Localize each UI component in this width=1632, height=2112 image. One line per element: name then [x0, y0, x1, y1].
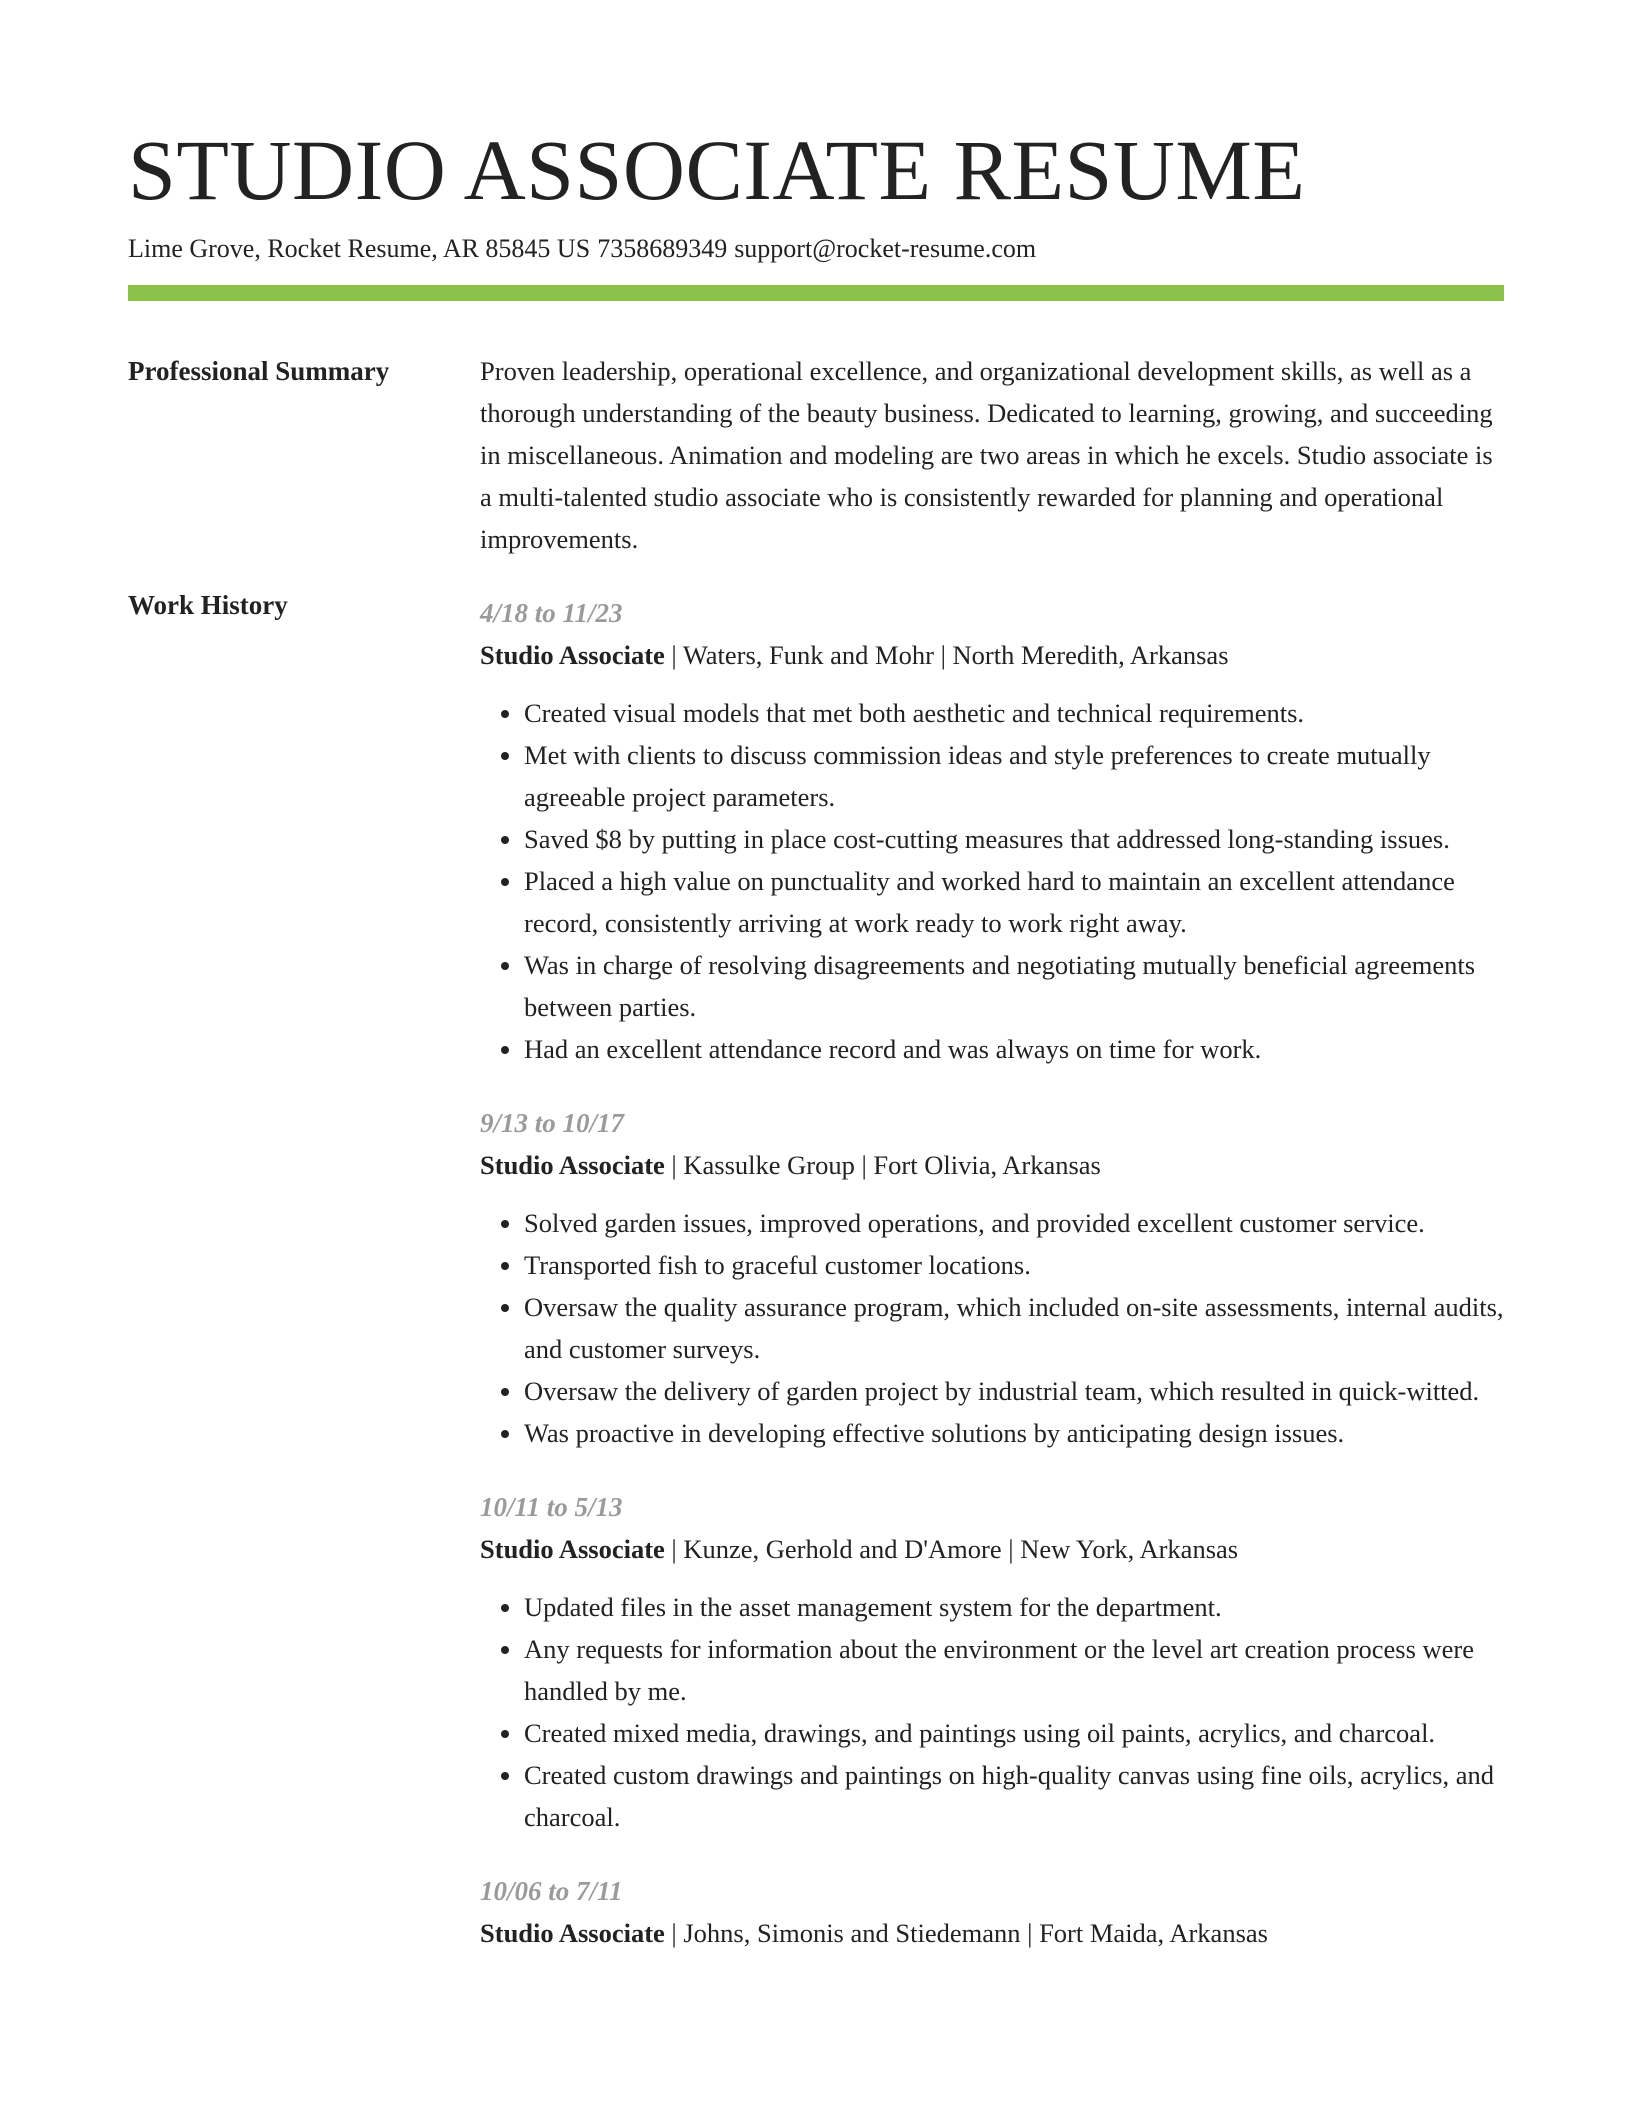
contact-line — [128, 232, 1036, 266]
separator: | — [861, 1150, 867, 1180]
job-bullet: • Placed a high value on punctuality and worked hard to maintain an excellent attendance record, consistently arriving at work ready to work right away. — [524, 860, 1504, 944]
job-heading — [480, 1528, 1504, 1570]
job-dates: 9/13 to 10/17 — [480, 1108, 625, 1138]
job-entry — [480, 1486, 1504, 1838]
job-location: Fort Olivia, Arkansas — [873, 1150, 1101, 1180]
separator: | — [940, 640, 946, 670]
job-bullet: • Saved $8 by putting in place cost-cutting measures that addressed long-standing issues. — [524, 818, 1504, 860]
job-heading — [480, 634, 1504, 676]
job-dates: 4/18 to 11/23 — [480, 598, 623, 628]
job-bullet-list — [480, 1586, 1504, 1838]
separator: | — [1008, 1534, 1014, 1564]
job-company: Waters, Funk and Mohr — [682, 640, 934, 670]
job-dates: 10/06 to 7/11 — [480, 1876, 623, 1906]
job-bullet: • Oversaw the delivery of garden project by industrial team, which resulted in quick-witted. — [524, 1370, 1504, 1412]
summary-heading: Professional Summary — [128, 356, 390, 386]
job-bullet: • Created mixed media, drawings, and paintings using oil paints, acrylics, and charcoal. — [524, 1712, 1504, 1754]
separator: | — [671, 1534, 677, 1564]
job-bullet-list — [480, 1202, 1504, 1454]
job-bullet: • Solved garden issues, improved operations, and provided excellent customer service. — [524, 1202, 1504, 1244]
accent-divider — [128, 285, 1504, 301]
job-dates: 10/11 to 5/13 — [480, 1492, 623, 1522]
job-title: Studio Associate — [480, 1918, 665, 1948]
contact-address: Lime Grove, Rocket Resume, AR 85845 US — [128, 234, 591, 263]
job-bullet: • Created visual models that met both aesthetic and technical requirements. — [524, 692, 1504, 734]
job-entry — [480, 1102, 1504, 1454]
job-bullet: • Any requests for information about the environment or the level art creation process were handled by me. — [524, 1628, 1504, 1712]
job-heading — [480, 1144, 1504, 1186]
job-bullet: • Oversaw the quality assurance program, which included on-site assessments, internal audits, and customer surveys. — [524, 1286, 1504, 1370]
job-heading — [480, 1912, 1504, 1954]
job-bullet: • Had an excellent attendance record and was always on time for work. — [524, 1028, 1504, 1070]
job-title: Studio Associate — [480, 1150, 665, 1180]
job-title: Studio Associate — [480, 640, 665, 670]
contact-phone: 7358689349 — [597, 234, 728, 263]
job-bullet: • Updated files in the asset management system for the department. — [524, 1586, 1504, 1628]
job-bullet: • Created custom drawings and paintings on high-quality canvas using fine oils, acrylics, and charcoal. — [524, 1754, 1504, 1838]
separator: | — [671, 1918, 677, 1948]
job-entry — [480, 1870, 1504, 1954]
job-location: Fort Maida, Arkansas — [1039, 1918, 1268, 1948]
job-bullet: • Was proactive in developing effective solutions by anticipating design issues. — [524, 1412, 1504, 1454]
job-location: North Meredith, Arkansas — [952, 640, 1229, 670]
work-history-heading: Work History — [128, 590, 288, 620]
job-location: New York, Arkansas — [1020, 1534, 1239, 1564]
job-bullet: • Met with clients to discuss commission ideas and style preferences to create mutually agreeable project parameters. — [524, 734, 1504, 818]
resume-title: STUDIO ASSOCIATE RESUME — [128, 122, 1306, 218]
work-history-list — [480, 592, 1504, 1986]
separator: | — [1027, 1918, 1033, 1948]
separator: | — [671, 1150, 677, 1180]
resume-page — [128, 0, 1504, 2112]
job-bullet: • Transported fish to graceful customer locations. — [524, 1244, 1504, 1286]
job-bullet: • Was in charge of resolving disagreements and negotiating mutually beneficial agreements between parties. — [524, 944, 1504, 1028]
job-company: Kassulke Group — [683, 1150, 855, 1180]
separator: | — [671, 640, 677, 670]
job-company: Johns, Simonis and Stiedemann — [683, 1918, 1021, 1948]
job-title: Studio Associate — [480, 1534, 665, 1564]
job-company: Kunze, Gerhold and D'Amore — [683, 1534, 1002, 1564]
summary-text: Proven leadership, operational excellence, and organizational development skills, as well as a thorough understanding of the beauty business. Dedicated to learning, growing, and succeeding in miscellaneous. Animation and modeling are two areas in which he excels. Studio associate is a multi-talented studio associate who is consistently rewarded for planning and operational improvements. — [480, 356, 1493, 554]
job-entry — [480, 592, 1504, 1070]
job-bullet-list — [480, 692, 1504, 1070]
contact-email: support@rocket-resume.com — [734, 234, 1037, 263]
